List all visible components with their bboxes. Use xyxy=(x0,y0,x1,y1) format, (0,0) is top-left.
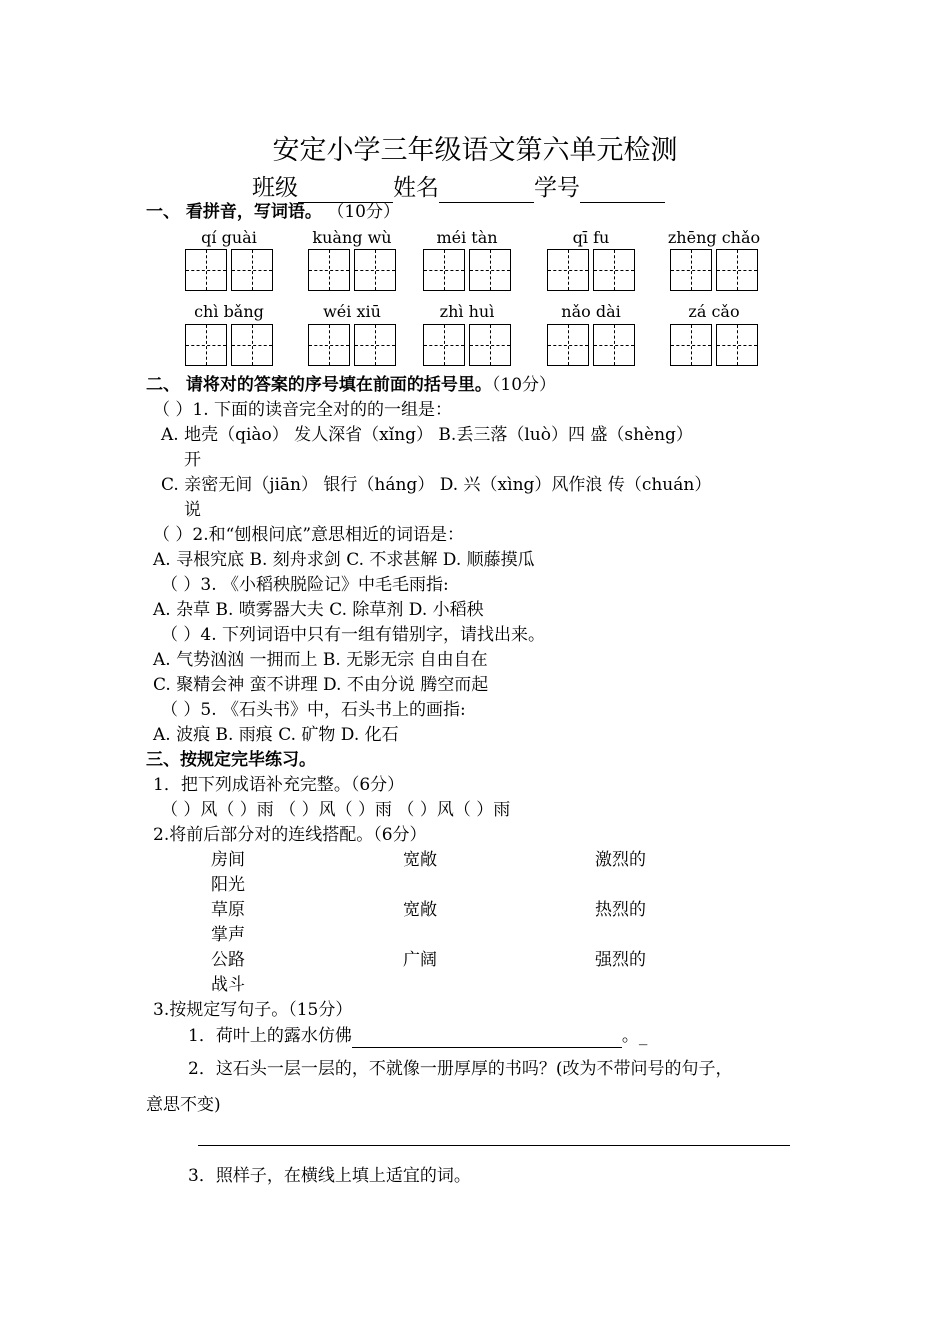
match-word: 宽敞 xyxy=(403,850,437,870)
tianzige-box[interactable] xyxy=(716,324,758,366)
match-word: 激烈的 xyxy=(595,850,646,870)
tianzige-box[interactable] xyxy=(593,249,635,291)
tianzige-box[interactable] xyxy=(354,324,396,366)
question-line: （ ）5. 《石头书》中，石头书上的画指: xyxy=(161,700,466,720)
answer-options: C. 亲密无间（jiān） 银行（háng） D. 兴（xìng）风作浪 传（chuán） xyxy=(161,475,712,495)
section-1-heading: 一、 看拼音，写词语。 （10分） xyxy=(146,202,400,222)
tianzige-box[interactable] xyxy=(354,249,396,291)
question-line: （ ）3. 《小稻秧脱险记》中毛毛雨指: xyxy=(161,575,449,595)
answer-blank[interactable] xyxy=(352,1025,622,1048)
id-blank[interactable] xyxy=(580,180,665,203)
sentence-item-3: 3．照样子，在横线上填上适宜的词。 xyxy=(188,1166,471,1186)
page-title: 安定小学三年级语文第六单元检测 xyxy=(272,135,678,166)
sentence-item-2-cont: 意思不变) xyxy=(146,1095,221,1115)
tianzige-box[interactable] xyxy=(308,324,350,366)
match-word: 草原 xyxy=(211,900,245,920)
pinyin-label: chì bǎng xyxy=(194,302,264,321)
tianzige-box[interactable] xyxy=(231,249,273,291)
id-label: 学号 xyxy=(534,175,580,201)
tianzige-box[interactable] xyxy=(670,324,712,366)
student-info xyxy=(252,173,665,203)
match-word: 房间 xyxy=(211,850,245,870)
pinyin-label: wéi xiū xyxy=(323,302,381,321)
pinyin-label: zhì huì xyxy=(439,302,495,321)
tianzige-box[interactable] xyxy=(547,324,589,366)
answer-options: A. 寻根究底 B. 刻舟求剑 C. 不求甚解 D. 顺藤摸瓜 xyxy=(153,550,535,570)
tianzige-box[interactable] xyxy=(547,249,589,291)
match-word: 掌声 xyxy=(211,925,245,945)
section-3-heading: 三、按规定完毕练习。 xyxy=(146,750,316,770)
match-word: 战斗 xyxy=(211,975,245,995)
question-line: （ ）2.和“刨根问底”意思相近的词语是： xyxy=(153,525,465,545)
match-word: 宽敞 xyxy=(403,900,437,920)
match-word: 公路 xyxy=(211,950,245,970)
match-word: 广阔 xyxy=(403,950,437,970)
answer-options: 开 xyxy=(184,450,201,470)
question-line: （ ）1. 下面的读音完全对的的一组是： xyxy=(153,400,453,420)
name-label: 姓名 xyxy=(393,175,439,201)
question-line: （ ）4. 下列词语中只有一组有错别字，请找出来。 xyxy=(161,625,546,645)
idiom-blanks: （ ）风（ ）雨 （ ）风（ ）雨 （ ）风（ ）雨 xyxy=(161,800,511,820)
pinyin-label: nǎo dài xyxy=(561,302,621,321)
pinyin-label: zá cǎo xyxy=(688,302,740,321)
tianzige-box[interactable] xyxy=(670,249,712,291)
answer-options: A. 气势汹汹 一拥而上 B. 无影无宗 自由自在 xyxy=(153,650,488,670)
tianzige-box[interactable] xyxy=(231,324,273,366)
answer-options: A. 地壳（qiào） 发人深省（xǐng） B.丢三落（luò）四 盛（shèng） xyxy=(161,425,693,445)
tianzige-box[interactable] xyxy=(469,324,511,366)
pinyin-label: zhēng chǎo xyxy=(667,228,761,247)
name-blank[interactable] xyxy=(439,180,534,203)
answer-options: 说 xyxy=(184,500,201,520)
tianzige-box[interactable] xyxy=(423,324,465,366)
tianzige-box[interactable] xyxy=(308,249,350,291)
tianzige-box[interactable] xyxy=(185,249,227,291)
question-line: 3.按规定写句子。（15分） xyxy=(153,1000,353,1020)
match-word: 热烈的 xyxy=(595,900,646,920)
sentence-item-1: 1．荷叶上的露水仿佛 。_ xyxy=(188,1026,648,1046)
tianzige-box[interactable] xyxy=(469,249,511,291)
tianzige-box[interactable] xyxy=(716,249,758,291)
class-label: 班级 xyxy=(252,175,298,201)
section-2-heading: 二、 请将对的答案的序号填在前面的括号里。（10分） xyxy=(146,375,557,395)
answer-options: A. 杂草 B. 喷雾器大夫 C. 除草剂 D. 小稻秧 xyxy=(153,600,484,620)
match-word: 阳光 xyxy=(211,875,245,895)
answer-options: A. 波痕 B. 雨痕 C. 矿物 D. 化石 xyxy=(153,725,399,745)
answer-options: C. 聚精会神 蛮不讲理 D. 不由分说 腾空而起 xyxy=(153,675,489,695)
question-line: 1．把下列成语补充完整。（6分） xyxy=(153,775,405,795)
tianzige-box[interactable] xyxy=(593,324,635,366)
pinyin-label: qí guài xyxy=(201,228,257,247)
sentence-item-2: 2．这石头一层一层的，不就像一册厚厚的书吗？(改为不带问号的句子， xyxy=(188,1059,733,1079)
pinyin-label: méi tàn xyxy=(436,228,498,247)
tianzige-box[interactable] xyxy=(185,324,227,366)
pinyin-label: qī fu xyxy=(572,228,610,247)
question-line: 2.将前后部分对的连线搭配。（6分） xyxy=(153,825,427,845)
answer-line[interactable] xyxy=(198,1145,790,1146)
pinyin-label: kuàng wù xyxy=(312,228,392,247)
tianzige-box[interactable] xyxy=(423,249,465,291)
match-word: 强烈的 xyxy=(595,950,646,970)
